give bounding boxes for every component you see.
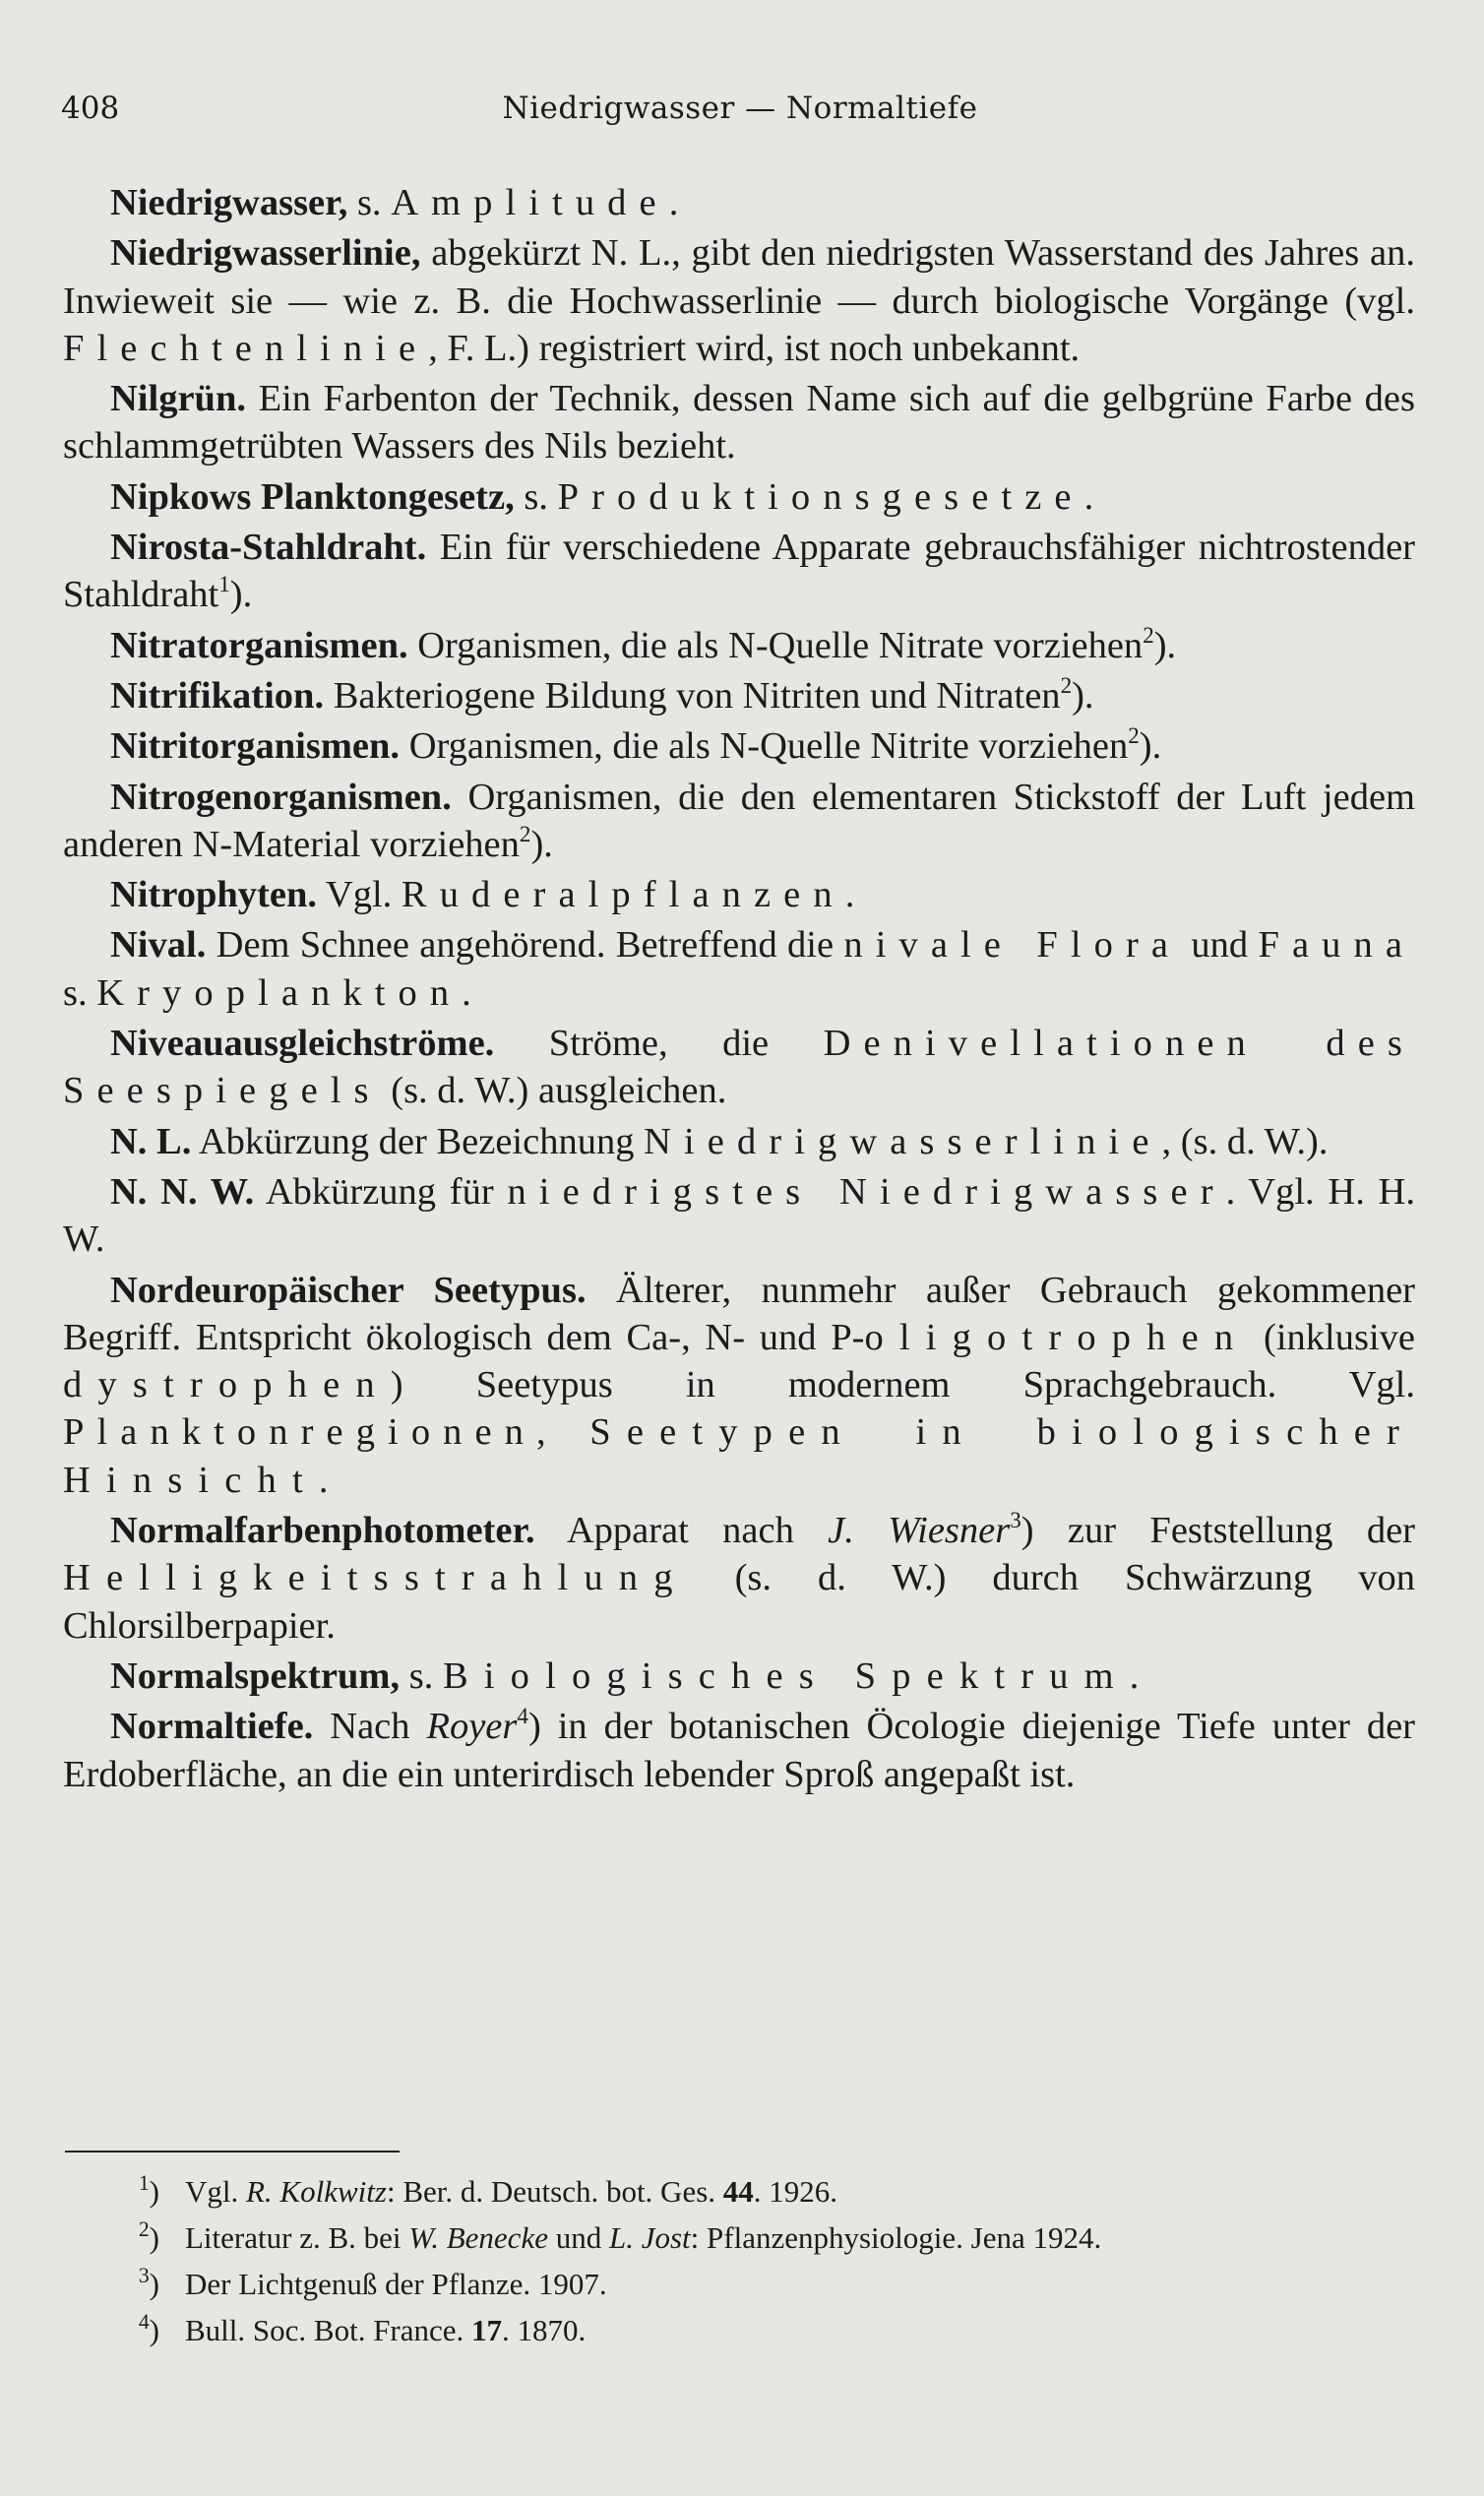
cross-reference: niedrigstes Niedrigwasser <box>507 1170 1226 1213</box>
headword: N. L. <box>110 1120 192 1162</box>
headword: Nipkows Planktongesetz, <box>110 475 515 518</box>
page-header <box>61 91 1419 140</box>
entry-nilgruen: Nilgrün. Ein Farbenton der Technik, dessen Name sich auf die gelbgrüne Farbe des schlammgetrübten Wassers des Nils bezieht. <box>63 378 1415 468</box>
entry-normaltiefe: Normaltiefe. Nach Royer$^4$) in der botanischen Öcologie diejenige Tiefe unter der Erdoberfläche, an die ein unterirdisch lebender Sproß angepaßt ist. <box>63 1703 1415 1795</box>
headword: Nirosta-Stahldraht. <box>110 527 427 569</box>
headword: Niedrigwasser, <box>110 182 348 223</box>
cross-reference: Ruderalpflanzen <box>401 874 845 916</box>
headword: Nival. <box>110 924 207 967</box>
entry-nitratorganismen: Nitratorganismen. Organismen, die als N-Quelle Nitrate vorziehen$^2$). <box>110 621 1177 666</box>
footnote-ref: 1 <box>218 571 230 597</box>
entry-niedrigwasser: Niedrigwasser, s. Amplitude. <box>110 182 679 223</box>
footnote-mark: 4 <box>138 2309 150 2334</box>
cross-reference: nivale Flora <box>843 924 1182 967</box>
headword: Nordeuropäischer Seetypus. <box>110 1269 587 1311</box>
headword: Nitrogenorganismen. <box>110 776 452 818</box>
footnotes <box>63 2168 1421 2353</box>
entry-nordeuropaeischer-seetypus: Nordeuropäischer Seetypus. Älterer, nunmehr außer Gebrauch gekommener Begriff. Entspricht ökologisch dem Ca-, N- und P-oligotrophen (inklusive dystrophen) Seetypus in modernem Sprachgebrauch. Vgl. Planktonregionen, Seetypen in biologischer Hinsicht. <box>63 1269 1415 1501</box>
headword: Nilgrün. <box>110 378 246 420</box>
entry-nitritorganismen: Nitritorganismen. Organismen, die als N-Quelle Nitrite vorziehen$^2$). <box>110 722 1162 768</box>
footnote-2: $^2$) Literatur z. B. bei W. Benecke und L. Jost: Pflanzenphysiologie. Jena 1924. <box>138 2216 1102 2255</box>
headword: Nitrophyten. <box>110 874 317 916</box>
cross-reference: Biologisches Spektrum <box>442 1654 1130 1697</box>
cross-reference: Flechtenlinie <box>63 327 429 369</box>
footnote-ref: 4 <box>517 1703 528 1729</box>
cross-reference: Produktionsgesetze <box>557 475 1084 518</box>
cross-reference: Planktonregionen <box>63 1411 537 1454</box>
headword: Normaltiefe. <box>110 1706 314 1748</box>
footnote-ref: 2 <box>519 820 531 846</box>
footnote-mark: 2 <box>138 2216 150 2241</box>
footnote-ref: 2 <box>1060 672 1073 698</box>
volume-number: 44 <box>722 2174 754 2209</box>
cross-reference: Denivellationen des Seespiegels <box>63 1023 1416 1112</box>
headword: Niveauausgleichströme. <box>110 1023 495 1065</box>
headword: Normalfarbenphotometer. <box>110 1510 535 1552</box>
volume-number: 17 <box>471 2313 503 2347</box>
author-name: Royer <box>426 1706 518 1748</box>
headword: N. N. W. <box>110 1170 255 1213</box>
author-name: L. Jost <box>608 2220 691 2255</box>
entry-niveauausgleichstroeme: Niveauausgleichströme. Ströme, die Denivellationen des Seespiegels (s. d. W.) ausgleichen. <box>63 1023 1416 1112</box>
footnote-ref: 2 <box>1128 722 1140 749</box>
cross-reference: oligotrophen <box>864 1316 1250 1358</box>
author-name: W. Benecke <box>408 2220 548 2255</box>
footnote-ref: 2 <box>1143 621 1154 648</box>
running-title: Niedrigwasser — Normaltiefe <box>502 91 978 126</box>
headword: Normalspektrum, <box>110 1654 401 1697</box>
footnote-divider <box>65 2151 400 2153</box>
entry-nitrogenorganismen: Nitrogenorganismen. Organismen, die den elementaren Stickstoff der Luft jedem anderen N-Material vorziehen$^2$). <box>63 776 1415 865</box>
cross-reference: Fauna <box>1258 924 1416 967</box>
entry-normalspektrum: Normalspektrum, s. Biologisches Spektrum. <box>110 1654 1140 1697</box>
footnote-mark: 3 <box>138 2263 150 2287</box>
entry-nirosta-stahldraht: Nirosta-Stahldraht. Ein für verschiedene Apparate gebrauchsfähiger nichtrostender Stahldraht$^1$). <box>63 527 1415 616</box>
entry-nitrophyten: Nitrophyten. Vgl. Ruderalpflanzen. <box>110 874 855 916</box>
cross-reference: Niedrigwasserlinie <box>644 1120 1162 1162</box>
cross-reference: Amplitude <box>391 182 669 223</box>
cross-reference: Helligkeitsstrahlung <box>63 1557 689 1599</box>
headword: Nitritorganismen. <box>110 725 401 768</box>
footnote-3: $^3$) Der Lichtgenuß der Pflanze. 1907. <box>138 2263 607 2301</box>
headword: Nitrifikation. <box>110 674 325 717</box>
footnote-1: $^1$) Vgl. R. Kolkwitz: Ber. d. Deutsch. bot. Ges. 44. 1926. <box>138 2170 838 2209</box>
entry-niedrigwasserlinie: Niedrigwasserlinie, abgekürzt N. L., gibt den niedrigsten Wasserstand des Jahres an. Inwieweit sie — wie z. B. die Hochwasserlinie — durch biologische Vorgänge (vgl. Flechtenlinie, F. L.) registriert wird, ist noch unbekannt. <box>63 232 1415 369</box>
author-name: R. Kolkwitz <box>246 2174 387 2209</box>
entry-n-l: N. L. Abkürzung der Bezeichnung Niedrigwasserlinie, (s. d. W.). <box>110 1120 1329 1162</box>
cross-reference: Kryoplankton <box>96 971 463 1014</box>
headword: Niedrigwasserlinie, <box>110 232 421 275</box>
author-name: J. Wiesner <box>828 1510 1011 1552</box>
entry-nitrifikation: Nitrifikation. Bakteriogene Bildung von Nitriten und Nitraten$^2$). <box>110 672 1094 717</box>
headword: Nitratorganismen. <box>110 624 408 666</box>
footnote-mark: 1 <box>138 2170 150 2195</box>
page-number: 408 <box>61 91 120 126</box>
entry-n-n-w: N. N. W. Abkürzung für niedrigstes Niedrigwasser. Vgl. H. H. W. <box>63 1170 1415 1261</box>
entry-nipkows-planktongesetz: Nipkows Planktongesetz, s. Produktionsgesetze. <box>110 475 1094 518</box>
footnote-ref: 3 <box>1010 1507 1021 1533</box>
cross-reference: dystrophen <box>63 1364 391 1406</box>
cross-reference: Seetypen in biologischer Hinsicht <box>63 1411 1415 1501</box>
footnote-4: $^4$) Bull. Soc. Bot. France. 17. 1870. <box>138 2309 587 2347</box>
entry-nival: Nival. Dem Schnee angehörend. Betreffend die nivale Flora und Fauna s. Kryoplankton. <box>63 924 1416 1014</box>
entry-normalfarbenphotometer: Normalfarbenphotometer. Apparat nach J. Wiesner$^3$) zur Feststellung der Helligkeitsstrahlung (s. d. W.) durch Schwärzung von Chlorsilberpapier. <box>63 1507 1415 1647</box>
dictionary-body <box>63 179 1415 1801</box>
